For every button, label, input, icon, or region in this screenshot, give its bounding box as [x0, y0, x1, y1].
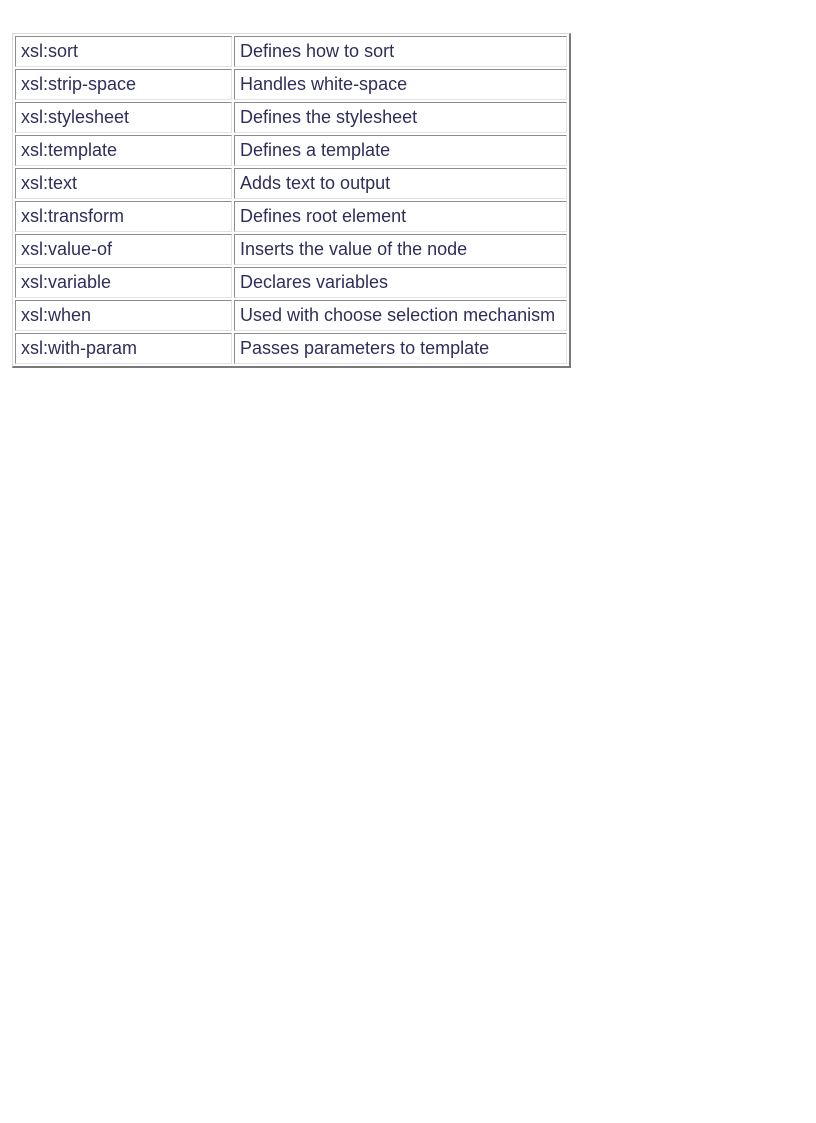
element-name-cell: xsl:stylesheet	[15, 102, 232, 133]
element-name-cell: xsl:value-of	[15, 234, 232, 265]
table-row	[15, 267, 567, 298]
element-description-cell: Declares variables	[234, 267, 567, 298]
element-description-cell: Used with choose selection mechanism	[234, 300, 567, 331]
element-description-cell: Inserts the value of the node	[234, 234, 567, 265]
element-description-cell: Adds text to output	[234, 168, 567, 199]
table-row	[15, 300, 567, 331]
element-description-cell: Defines a template	[234, 135, 567, 166]
table-row	[15, 135, 567, 166]
element-name-cell: xsl:when	[15, 300, 232, 331]
table-row	[15, 234, 567, 265]
element-name-cell: xsl:text	[15, 168, 232, 199]
element-name-cell: xsl:strip-space	[15, 69, 232, 100]
element-name-cell: xsl:sort	[15, 36, 232, 67]
element-description-cell: Handles white-space	[234, 69, 567, 100]
table-row	[15, 69, 567, 100]
element-name-cell: xsl:with-param	[15, 333, 232, 364]
table-row	[15, 333, 567, 364]
table-row	[15, 36, 567, 67]
element-name-cell: xsl:transform	[15, 201, 232, 232]
element-description-cell: Defines how to sort	[234, 36, 567, 67]
element-description-cell: Defines root element	[234, 201, 567, 232]
element-name-cell: xsl:template	[15, 135, 232, 166]
table-row	[15, 201, 567, 232]
element-name-cell: xsl:variable	[15, 267, 232, 298]
element-description-cell: Passes parameters to template	[234, 333, 567, 364]
table-row	[15, 102, 567, 133]
table-row	[15, 168, 567, 199]
element-description-cell: Defines the stylesheet	[234, 102, 567, 133]
xsl-elements-table	[12, 33, 571, 368]
